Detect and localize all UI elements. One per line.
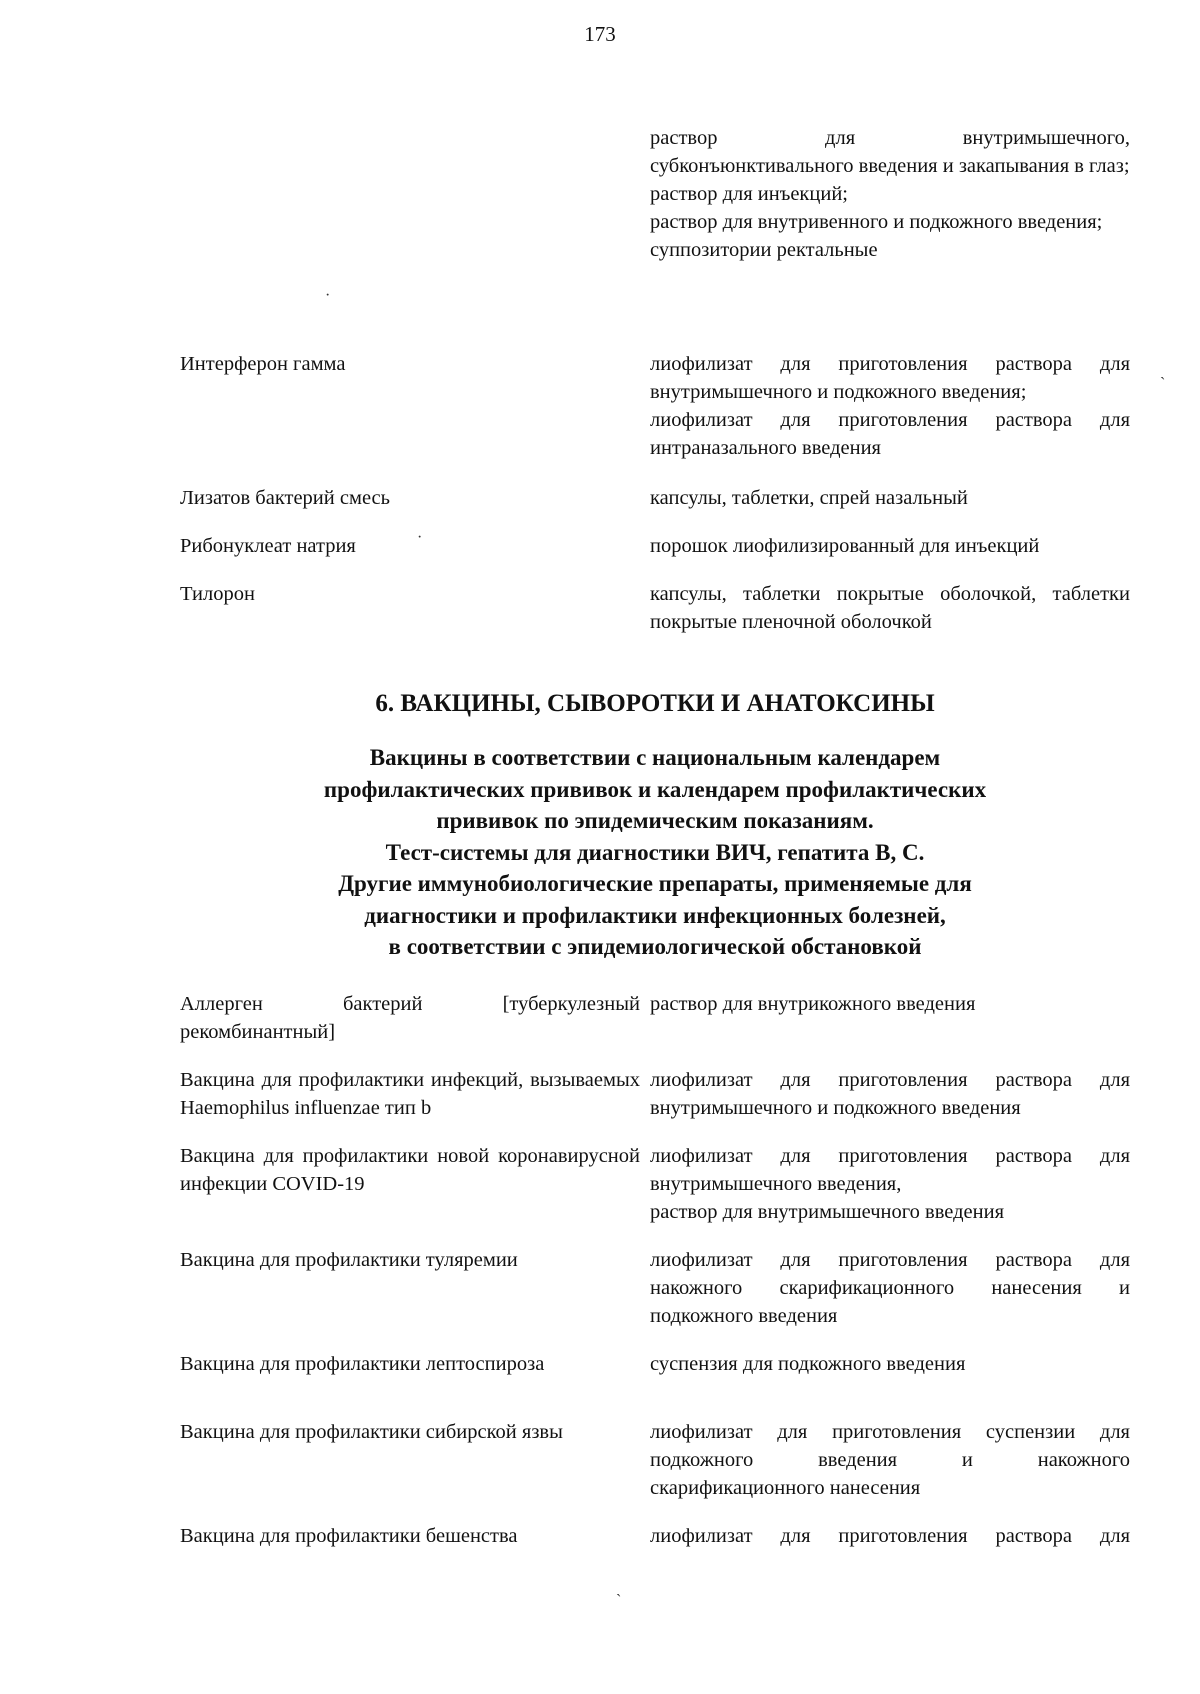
subtitle-line: Другие иммунобиологические препараты, применяемые для — [338, 871, 972, 896]
dosage-form: лиофилизат для приготовления раствора для — [650, 1525, 1130, 1547]
scan-speck: · — [325, 287, 331, 304]
vaccine-name: Вакцина для профилактики туляремии — [180, 1249, 518, 1271]
subtitle-line: в соответствии с эпидемиологической обстановкой — [388, 934, 922, 959]
dosage-forms — [650, 990, 1130, 1018]
dosage-forms — [650, 350, 1130, 462]
dosage-forms — [650, 124, 1130, 264]
subtitle-line: профилактических прививок и календарем профилактических — [323, 776, 987, 802]
dosage-form: лиофилизат для приготовления раствора для накожного скарификационного нанесения и подкожного введения — [650, 1249, 1130, 1327]
subtitle-line: Тест-системы для диагностики ВИЧ, гепатита В, С. — [385, 839, 925, 865]
vaccine-name: Вакцина для профилактики сибирской язвы — [180, 1421, 563, 1443]
dosage-form: суспензия для подкожного введения — [650, 1353, 966, 1375]
scan-speck: · — [417, 529, 423, 546]
dosage-form: лиофилизат для приготовления раствора для внутримышечного и подкожного введения; — [650, 353, 1130, 403]
dosage-forms — [650, 1418, 1130, 1502]
subtitle-line: диагностики и профилактики инфекционных болезней, — [364, 902, 946, 928]
drug-name: Интерферон гамма — [180, 353, 346, 375]
vaccine-name: Вакцина для профилактики новой коронавирусной инфекции COVID-19 — [180, 1145, 640, 1195]
drug-name: Лизатов бактерий смесь — [180, 487, 391, 509]
subtitle-line: прививок по эпидемическим показаниям. — [436, 808, 874, 833]
dosage-form: раствор для внутримышечного, субконъюнктивального введения и закапывания в глаз; — [650, 127, 1130, 177]
vaccine-name: Аллерген бактерий [туберкулезный рекомбинантный] — [180, 993, 640, 1043]
dosage-forms — [650, 484, 1130, 512]
dosage-form: капсулы, таблетки, спрей назальный — [650, 487, 968, 509]
dosage-form: лиофилизат для приготовления раствора для интраназального введения — [650, 409, 1130, 459]
section-title: 6. ВАКЦИНЫ, СЫВОРОТКИ И АНАТОКСИНЫ — [375, 690, 935, 717]
drug-name: Тилорон — [180, 583, 255, 605]
dosage-form: раствор для внутримышечного введения — [650, 1201, 1005, 1223]
dosage-forms — [650, 1522, 1130, 1550]
dosage-form: лиофилизат для приготовления раствора для внутримышечного введения, — [650, 1145, 1130, 1195]
drug-name: Рибонуклеат натрия — [180, 535, 356, 557]
dosage-form: лиофилизат для приготовления суспензии для подкожного введения и накожного скарификационного нанесения — [650, 1421, 1130, 1499]
dosage-form: порошок лиофилизированный для инъекций — [650, 535, 1040, 557]
dosage-form: раствор для внутрикожного введения — [650, 993, 976, 1015]
scan-speck: ˏ — [1160, 363, 1166, 380]
dosage-forms — [650, 1066, 1130, 1122]
dosage-forms — [650, 580, 1130, 636]
dosage-forms — [650, 532, 1130, 560]
dosage-form: суппозитории ректальные — [650, 239, 878, 261]
dosage-form: раствор для внутривенного и подкожного введения; — [650, 211, 1103, 233]
dosage-form: капсулы, таблетки покрытые оболочкой, таблетки покрытые пленочной оболочкой — [650, 583, 1130, 633]
dosage-form: лиофилизат для приготовления раствора для внутримышечного и подкожного введения — [650, 1069, 1130, 1119]
vaccine-name: Вакцина для профилактики лептоспироза — [180, 1353, 545, 1375]
vaccine-name: Вакцина для профилактики бешенства — [180, 1525, 518, 1547]
dosage-forms — [650, 1350, 1130, 1378]
subtitle-line: Вакцины в соответствии с национальным календарем — [369, 745, 941, 770]
scan-speck: ˏ — [616, 1580, 622, 1597]
dosage-forms — [650, 1142, 1130, 1226]
vaccine-name: Вакцина для профилактики инфекций, вызываемых Haemophilus influenzae тип b — [180, 1069, 640, 1119]
dosage-form: раствор для инъекций; — [650, 183, 848, 205]
dosage-forms — [650, 1246, 1130, 1330]
section-subtitle — [180, 742, 1130, 963]
page-number: 173 — [584, 22, 616, 46]
